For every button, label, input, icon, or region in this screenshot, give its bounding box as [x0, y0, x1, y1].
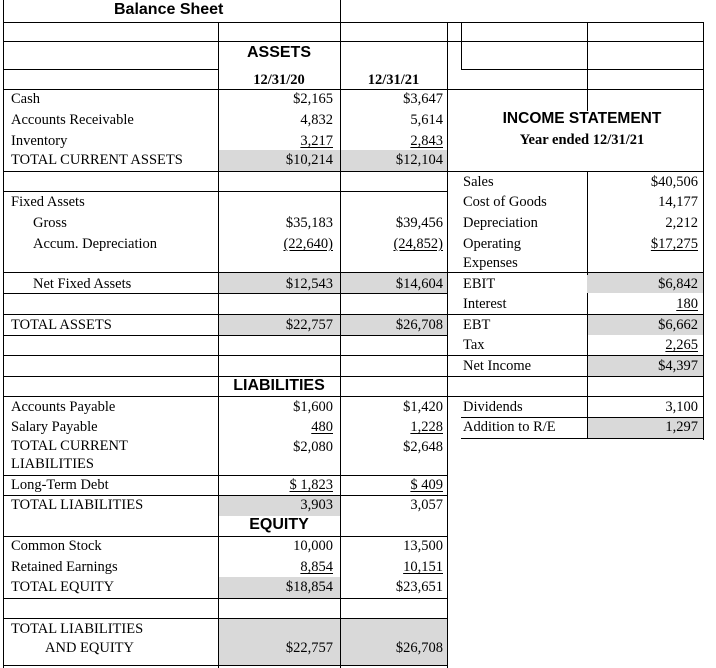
value-2021: 2,843 — [410, 133, 443, 149]
row-label: Accum. Depreciation — [33, 236, 158, 252]
equity-heading: EQUITY — [249, 516, 309, 533]
row-label: Salary Payable — [11, 419, 98, 435]
row-label: Net Fixed Assets — [33, 276, 132, 292]
value-2021: 3,057 — [410, 497, 443, 513]
liabilities-heading: LIABILITIES — [233, 377, 325, 394]
value-2021: 5,614 — [410, 112, 443, 128]
income-statement-subheading: Year ended 12/31/21 — [519, 132, 645, 148]
row-label: TOTAL ASSETS — [11, 317, 112, 333]
value-2021: (24,852) — [393, 236, 443, 252]
value-2020: 480 — [311, 419, 333, 435]
is-label: Operating — [463, 236, 521, 252]
value-2021: 1,228 — [410, 419, 443, 435]
assets-col1-date: 12/31/20 — [253, 72, 305, 88]
row-label: TOTAL LIABILITIES — [11, 497, 144, 513]
row-label: TOTAL CURRENT — [11, 438, 128, 454]
is-label: Cost of Goods — [463, 194, 547, 210]
value-2020: $ 1,823 — [289, 477, 333, 493]
row-label: TOTAL EQUITY — [11, 579, 115, 595]
value-2021: $14,604 — [395, 276, 443, 292]
assets-heading: ASSETS — [246, 44, 311, 61]
value-2020: $10,214 — [285, 152, 333, 168]
is-value: $6,662 — [658, 317, 698, 333]
row-label: Long-Term Debt — [11, 477, 109, 493]
value-2021: 13,500 — [403, 538, 443, 554]
row-label-cont: AND EQUITY — [45, 640, 134, 656]
row-label: Fixed Assets — [11, 194, 85, 210]
is-label: Addition to R/E — [463, 419, 556, 435]
value-2020: (22,640) — [283, 236, 333, 252]
is-label: Sales — [463, 174, 494, 190]
income-statement-heading: INCOME STATEMENT — [502, 110, 662, 127]
is-label: Interest — [463, 296, 507, 312]
is-label: Dividends — [463, 399, 523, 415]
value-2020: $12,543 — [285, 276, 333, 292]
row-label: Inventory — [11, 133, 68, 149]
value-2020: $1,600 — [293, 399, 333, 415]
value-2020: $22,757 — [285, 317, 333, 333]
is-value: 2,265 — [665, 337, 698, 353]
is-value: 14,177 — [658, 194, 698, 210]
row-label: Accounts Payable — [11, 399, 116, 415]
assets-col2-date: 12/31/21 — [367, 72, 420, 88]
is-label: EBIT — [463, 276, 496, 292]
is-value: 2,212 — [665, 215, 698, 231]
value-2021: $ 409 — [410, 477, 443, 493]
is-value: 180 — [676, 296, 698, 312]
value-2020: 3,217 — [300, 133, 333, 149]
value-2020: 10,000 — [293, 538, 333, 554]
row-label: Gross — [33, 215, 67, 231]
row-label-cont: LIABILITIES — [11, 456, 94, 472]
is-label: Depreciation — [463, 215, 538, 231]
value-2021: $2,648 — [403, 439, 443, 455]
is-value: $17,275 — [650, 236, 698, 252]
value-2021: $39,456 — [395, 215, 443, 231]
value-2020: $2,080 — [293, 439, 333, 455]
value-2021: $1,420 — [403, 399, 443, 415]
is-label: Net Income — [463, 358, 532, 374]
value-2020: 3,903 — [300, 497, 333, 513]
row-label: TOTAL CURRENT ASSETS — [11, 152, 183, 168]
value-2021: $3,647 — [403, 91, 443, 107]
is-value: $6,842 — [658, 276, 698, 292]
sheet-title: Balance Sheet — [114, 1, 224, 18]
row-label: Common Stock — [11, 538, 102, 554]
value-2020: $35,183 — [285, 215, 333, 231]
row-label: TOTAL LIABILITIES — [11, 621, 144, 637]
is-value: 1,297 — [665, 419, 698, 435]
is-label: EBT — [463, 317, 491, 333]
value-2021: $12,104 — [395, 152, 443, 168]
value-2021: 10,151 — [403, 559, 443, 575]
row-label: Accounts Receivable — [11, 112, 134, 128]
value-2020: $22,757 — [285, 640, 333, 656]
row-label: Cash — [11, 91, 40, 107]
is-label: Tax — [463, 337, 485, 353]
is-value: $40,506 — [650, 174, 698, 190]
value-2020: 8,854 — [300, 559, 333, 575]
is-value: 3,100 — [665, 399, 698, 415]
is-value: $4,397 — [658, 358, 698, 374]
value-2020: 4,832 — [300, 112, 333, 128]
value-2020: $18,854 — [285, 579, 333, 595]
value-2021: $26,708 — [395, 640, 443, 656]
value-2021: $26,708 — [395, 317, 443, 333]
value-2020: $2,165 — [293, 91, 333, 107]
value-2021: $23,651 — [395, 579, 443, 595]
row-label: Retained Earnings — [11, 559, 118, 575]
is-label-cont: Expenses — [463, 255, 518, 271]
